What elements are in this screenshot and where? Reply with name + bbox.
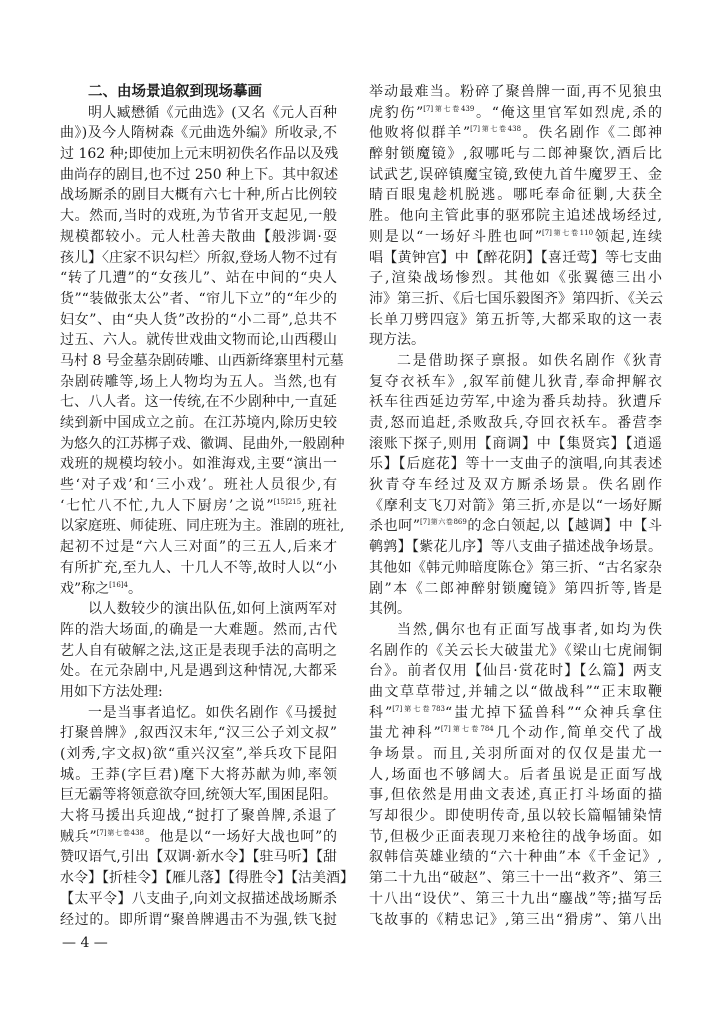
text-segment: 现方法。 xyxy=(369,332,425,349)
text-line xyxy=(369,516,662,537)
text-line xyxy=(369,434,662,455)
text-line xyxy=(60,579,337,600)
text-segment: 打聚兽牌》,叙西汉末年,“汉三公子刘文叔” xyxy=(60,725,337,742)
text-segment: 叙韩信英雄业绩的“六十种曲”本《千金记》, xyxy=(369,849,662,866)
text-segment: 狄青夺车经过及双方厮杀场景。佚名剧作 xyxy=(369,477,662,494)
text-segment: 醉射锁魔镜》,叙哪吒与二郎神聚饮,酒后比 xyxy=(369,146,662,163)
text-line xyxy=(369,475,662,496)
text-line xyxy=(369,579,662,600)
text-line xyxy=(60,310,337,331)
right-text-column xyxy=(369,82,662,930)
text-segment: 《摩利支飞刀对箭》第三折,亦是以“一场好厮 xyxy=(369,497,662,514)
text-line xyxy=(60,661,337,682)
text-line xyxy=(60,744,337,765)
text-line xyxy=(60,827,337,848)
text-line xyxy=(60,785,337,806)
text-segment: 水令】【折桂令】【雁儿落】【得胜令】【沽美酒】 xyxy=(60,870,354,887)
citation-superscript: [16]4 xyxy=(109,580,128,589)
text-segment: 二是借助探子禀报。如佚名剧作《狄青 xyxy=(397,352,662,369)
text-line xyxy=(369,248,662,269)
text-segment: 杂剧砖雕等,场上人物均为五人。当然,也有 xyxy=(60,373,337,390)
text-line xyxy=(60,165,337,186)
text-line xyxy=(369,682,662,703)
citation-superscript: [7]第七卷439 xyxy=(423,104,475,113)
text-segment: 经过的。即所谓“聚兽牌遇击不为强,铁飞挝 xyxy=(60,911,337,928)
text-segment: 子,渲染战场惨烈。其他如《张翼德三出小 xyxy=(369,270,662,287)
text-line xyxy=(369,847,662,868)
text-segment: 争场景。而且,关羽所面对的仅仅是蚩尤一 xyxy=(369,746,662,762)
text-segment: 以家庭班、师徒班、同庄班为主。淮剧的班社, xyxy=(60,518,345,535)
text-segment: 戏班的规模均较小。如淮海戏,主要“演出一 xyxy=(60,456,337,473)
text-line xyxy=(60,868,354,889)
text-segment: 处。在元杂剧中,凡是遇到这种情况,大都采 xyxy=(60,663,337,680)
text-line xyxy=(369,268,662,289)
text-line xyxy=(369,641,662,662)
text-line xyxy=(369,144,662,165)
text-segment: 领起,连续 xyxy=(593,228,662,245)
text-segment: 二、由场景追叙到现场摹画 xyxy=(88,84,262,100)
text-segment: 滚账下探子,则用【商调】中【集贤宾】【逍遥 xyxy=(369,435,662,452)
text-segment: 起初不过是“六人三对面”的三五人,后来才 xyxy=(60,539,337,556)
text-segment: 则是以“一场好斗胜也呵” xyxy=(369,228,542,245)
text-segment: 规模都较小。元人杜善夫散曲【般涉调·耍 xyxy=(60,228,337,245)
text-segment: 为悠久的江苏梆子戏、徽调、昆曲外,一般剧种 xyxy=(60,435,345,452)
text-segment: 几个动作,简单交代了战 xyxy=(493,725,662,742)
text-line xyxy=(369,620,662,641)
text-segment: 艺人自有破解之法,这正是表现手法的高明之 xyxy=(60,642,337,659)
text-segment: 袄车往西延边劳军,中途为番兵劫持。狄遭斥 xyxy=(369,394,662,411)
text-line xyxy=(60,351,344,372)
text-line xyxy=(369,330,662,351)
text-segment: 。“俺这里官军如烈虎,杀的 xyxy=(474,104,662,121)
text-line xyxy=(369,123,662,144)
text-segment: 沛》第三折、《后七国乐毅图齐》第四折、《关云 xyxy=(369,290,663,307)
text-segment: 一是当事者追忆。如佚名剧作《马援挝 xyxy=(88,704,337,721)
citation-superscript: [7]第七卷438 xyxy=(470,125,522,134)
text-line xyxy=(369,868,662,889)
text-segment: 乐】【后庭花】等十一支曲子的演唱,向其表述 xyxy=(369,456,662,473)
text-segment: 名剧作的《关云长大破蚩尤》《梁山七虎闹铜 xyxy=(369,642,662,659)
text-line xyxy=(60,454,337,475)
text-segment: 曲》)及今人隋树森《元曲选外编》所收录,不 xyxy=(60,125,337,142)
page-number: — 4 — xyxy=(62,935,108,951)
text-line xyxy=(60,889,337,910)
text-line xyxy=(369,889,662,910)
text-line xyxy=(369,206,662,227)
text-segment: 。 xyxy=(128,580,142,597)
text-line xyxy=(369,537,662,558)
citation-superscript: [7]第七卷783 xyxy=(392,704,446,713)
text-segment: 赞叹语气,引出【双调·新水令】【驻马听】【甜 xyxy=(60,849,337,866)
text-segment: 孩儿】〈庄家不识勾栏〉所叙,登场人物不过有 xyxy=(60,249,338,266)
text-segment: 。佚名剧作《二郎神 xyxy=(521,125,662,142)
text-line xyxy=(60,248,337,269)
text-segment: 明人臧懋循《元曲选》(又名《元人百种 xyxy=(88,104,337,121)
text-segment: 马村 8 号金墓杂剧砖雕、山西新绛寨里村元墓 xyxy=(60,352,344,369)
text-segment: 第二十九出“破赵”、第三十一出“救齐”、第三 xyxy=(369,870,662,887)
text-line xyxy=(60,847,337,868)
text-segment: 他败将似群羊” xyxy=(369,125,471,142)
text-segment: (刘秀,字文叔)欲“重兴汉室”,举兵攻下昆阳 xyxy=(60,746,337,762)
citation-superscript: [7]第七卷110 xyxy=(541,228,594,237)
text-line xyxy=(369,661,662,682)
text-line xyxy=(369,185,662,206)
text-line xyxy=(60,227,337,248)
text-line xyxy=(60,206,337,227)
text-segment: “转了几遭”的“女孩儿”、站在中间的“央人 xyxy=(60,270,337,287)
text-line xyxy=(60,599,337,620)
text-line xyxy=(60,330,337,351)
text-line xyxy=(369,599,662,620)
text-line xyxy=(60,641,337,662)
text-line xyxy=(60,185,337,206)
text-line xyxy=(369,496,662,517)
text-line xyxy=(369,413,662,434)
text-line xyxy=(60,723,337,744)
text-segment: 飞故事的《精忠记》,第三出“猾虏”、第八出 xyxy=(369,911,662,928)
text-segment: 贼兵” xyxy=(60,828,97,845)
text-line xyxy=(369,703,662,724)
text-line xyxy=(60,620,337,641)
text-segment: 事,但依然是用曲文表述,真正打斗场面的描 xyxy=(369,787,662,804)
text-segment: 人,场面也不够阔大。后者虽说是正面写战 xyxy=(369,766,662,783)
text-segment: 货”“装做张太公”者、“帘儿下立”的“年少的 xyxy=(60,290,337,307)
text-line xyxy=(60,103,337,124)
text-line xyxy=(369,310,662,331)
text-line xyxy=(369,723,662,744)
text-line xyxy=(60,516,345,537)
text-line xyxy=(369,765,662,786)
text-line xyxy=(60,806,337,827)
text-segment: 剧”本《二郎神醉射锁魔镜》第四折等,皆是 xyxy=(369,580,662,597)
citation-superscript: [7]第六卷869 xyxy=(420,518,467,527)
text-segment: 其他如《韩元帅暗度陈仓》第三折、“古名家杂 xyxy=(369,559,662,576)
text-line xyxy=(369,227,662,248)
text-segment: 鹌鹑】【紫花儿序】等八支曲子描述战争场景。 xyxy=(369,539,662,556)
text-segment: 科” xyxy=(369,704,393,721)
text-segment: 十八出“设伏”、第三十九出“鏖战”等;描写岳 xyxy=(369,890,662,907)
text-segment: 长单刀劈四寇》第五折等,大都采取的这一表 xyxy=(369,311,662,328)
text-segment: 其例。 xyxy=(369,601,411,618)
text-line xyxy=(60,537,337,558)
text-line xyxy=(60,496,337,517)
text-segment: 虎豹伤” xyxy=(369,104,424,121)
text-segment: “蚩尤掉下猛兽科”“众神兵拿住 xyxy=(445,704,662,721)
text-segment: 续到新中国成立之前。在江苏境内,除历史较 xyxy=(60,415,337,431)
text-line xyxy=(369,827,662,848)
text-line xyxy=(369,744,662,765)
text-segment: 有所扩充,至九人、十几人不等,故时人以“小 xyxy=(60,559,337,576)
text-line xyxy=(60,144,337,165)
text-segment: 过 162 种;即使加上元末明初佚名作品以及残 xyxy=(60,146,339,163)
text-line xyxy=(60,123,337,144)
text-line xyxy=(369,558,662,579)
text-segment: 过五、六人。就传世戏曲文物而论,山西稷山 xyxy=(60,332,337,349)
citation-superscript: [7]第七卷438 xyxy=(96,828,145,837)
text-segment: 曲文草草带过,并辅之以“做战科”“正末取鞭 xyxy=(369,683,662,700)
citation-superscript: [7]第七卷784 xyxy=(440,725,494,734)
text-segment: 妇女”、由“央人货”改扮的“小二哥”,总共不 xyxy=(60,311,337,328)
text-line xyxy=(60,910,337,931)
text-line xyxy=(369,372,662,393)
text-line xyxy=(369,785,662,806)
text-segment: 曲尚存的剧目,也不过 250 种上下。其中叙述 xyxy=(60,166,339,183)
text-segment: 些‘对子戏’和‘三小戏’。班社人员很少,有 xyxy=(60,477,337,494)
text-line xyxy=(369,454,662,475)
text-segment: ,班社 xyxy=(301,497,337,514)
text-line xyxy=(369,806,662,827)
text-line xyxy=(60,682,337,703)
text-segment: 唱【黄钟宫】中【醉花阴】【喜迁莺】等七支曲 xyxy=(369,249,662,266)
text-segment: 大。然而,当时的戏班,为节省开支起见,一般 xyxy=(60,208,337,225)
text-segment: 试武艺,误碎镇魔宝镜,致使九首牛魔罗王、金 xyxy=(369,166,662,183)
text-line xyxy=(369,351,662,372)
text-segment: 大将马援出兵迎战,“挝打了聚兽牌,杀退了 xyxy=(60,808,337,825)
text-segment: 胜。他向主管此事的驱邪院主追述战场经过, xyxy=(369,208,662,225)
text-segment: 戏”称之 xyxy=(60,580,110,597)
text-segment: 战场厮杀的剧目大概有六七十种,所占比例较 xyxy=(60,187,337,204)
text-segment: 复夺衣袄车》,叙军前健儿狄青,奉命押解衣 xyxy=(369,373,662,390)
text-segment: 七、八人者。这一传统,在不少剧种中,一直延 xyxy=(60,394,337,411)
text-segment: 节,但极少正面表现刀来枪往的战争场面。如 xyxy=(369,828,662,845)
text-segment: 当然,偶尔也有正面写战事者,如均为佚 xyxy=(397,621,662,638)
text-line xyxy=(369,910,662,931)
text-line xyxy=(60,289,337,310)
text-segment: 举动最难当。粉碎了聚兽牌一面,再不见狼虫 xyxy=(369,84,662,100)
text-line xyxy=(369,289,662,310)
text-line xyxy=(60,475,337,496)
text-segment: 睛百眼鬼趁机脱逃。哪吒奉命征剿,大获全 xyxy=(369,187,662,204)
text-segment: 用如下方法处理: xyxy=(60,683,163,700)
text-line xyxy=(60,372,337,393)
text-segment: 写却很少。即使明传奇,虽以较长篇幅铺染情 xyxy=(369,808,662,825)
text-line xyxy=(60,558,337,579)
text-segment: 以人数较少的演出队伍,如何上演两军对 xyxy=(88,601,337,618)
text-segment: 巨无霸等将领意欲夺回,统领大军,围困昆阳。 xyxy=(60,787,337,804)
text-segment: 阵的浩大场面,的确是一大难题。然而,古代 xyxy=(60,621,337,638)
text-segment: 【太平令】八支曲子,向刘文叔描述战场厮杀 xyxy=(60,890,337,907)
text-line xyxy=(60,413,337,434)
text-segment: 城。王莽(字巨君)麾下大将苏献为帅,率领 xyxy=(60,766,337,783)
text-line xyxy=(369,82,662,103)
text-line xyxy=(60,434,345,455)
text-line xyxy=(369,103,662,124)
text-segment: 台》。前者仅用【仙吕·赏花时】【么篇】两支 xyxy=(369,663,662,680)
text-line xyxy=(60,765,337,786)
text-line xyxy=(369,165,662,186)
text-segment: 杀也呵” xyxy=(369,518,421,535)
section-heading xyxy=(60,82,337,103)
citation-superscript: [15]215 xyxy=(273,497,302,506)
text-segment: ‘七忙八不忙,九人下厨房’之说” xyxy=(60,497,274,514)
text-segment: 。他是以“一场好大战也呵”的 xyxy=(144,828,337,845)
text-line xyxy=(60,268,337,289)
text-line xyxy=(60,392,337,413)
text-segment: 蚩尤神科” xyxy=(369,725,441,742)
text-line xyxy=(369,392,662,413)
text-line xyxy=(60,703,337,724)
text-segment: 责,怒而追赶,杀败敌兵,夺回衣袄车。番营李 xyxy=(369,415,662,431)
left-text-column xyxy=(60,82,354,930)
text-segment: 的念白领起,以【越调】中【斗 xyxy=(466,518,662,535)
